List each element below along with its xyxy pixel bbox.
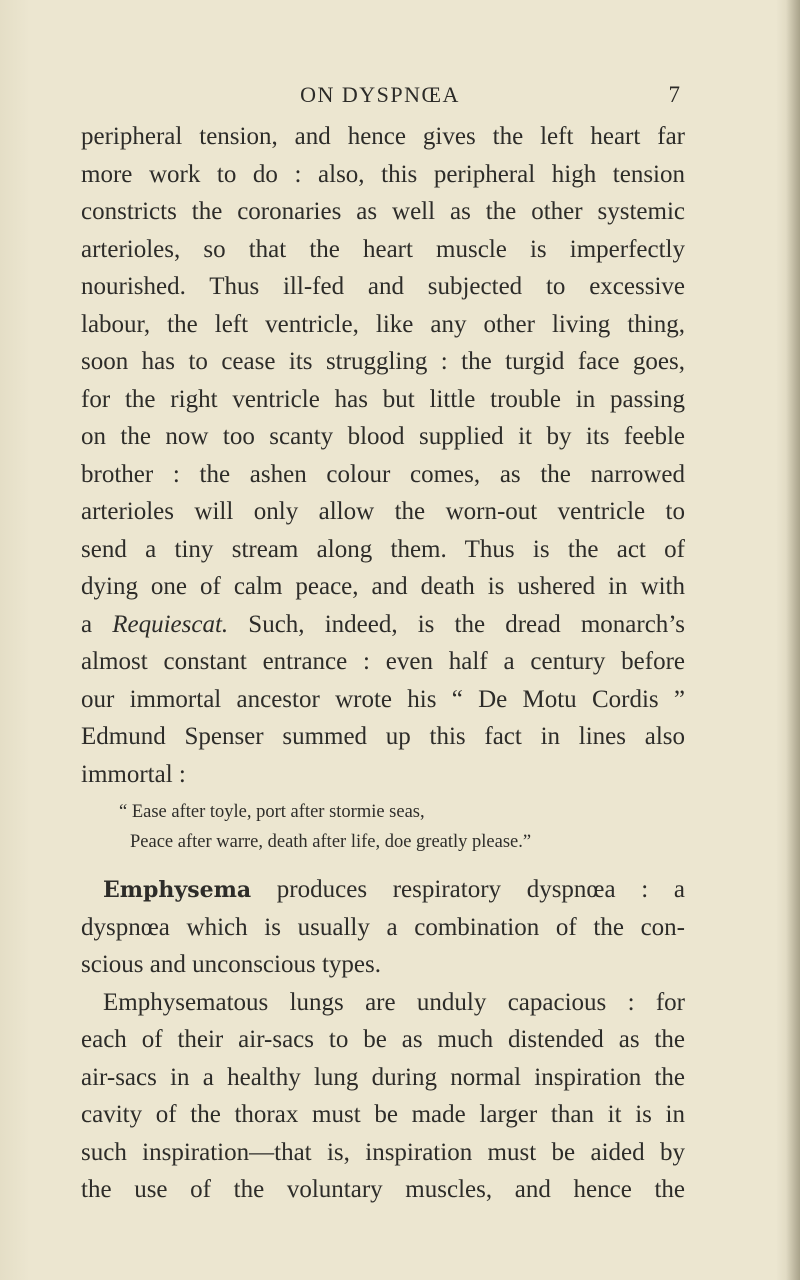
- text-line: peripheral tension, and hence gives the left heart far: [81, 123, 685, 150]
- text-line: almost constant entrance : even half a century before: [81, 648, 685, 675]
- text-fragment: produces respiratory dyspnœa : a: [251, 876, 685, 903]
- text-line: send a tiny stream along them. Thus is the act of: [81, 535, 685, 563]
- paragraph-2: [81, 871, 685, 984]
- quote-line: “ Ease after toyle, port after stormie seas,: [119, 802, 425, 822]
- text-line: on the now too scanty blood supplied it by its feeble: [81, 423, 685, 450]
- text-line: dyspnœa which is usually a combination of the con-: [81, 913, 685, 941]
- text-line: more work to do : also, this peripheral high tension: [81, 160, 685, 188]
- bold-emphysema: Emphysema: [103, 877, 252, 903]
- paragraph-1: [81, 118, 685, 793]
- page-number: 7: [668, 82, 680, 107]
- text-line: air-sacs in a healthy lung during normal inspiration the: [81, 1063, 685, 1091]
- text-line: the use of the voluntary muscles, and hence the: [81, 1176, 685, 1203]
- text-line: each of their air-sacs to be as much distended as the: [81, 1026, 685, 1053]
- italic-requiescat: Requiescat.: [112, 610, 229, 638]
- text-line: cavity of the thorax must be made larger than it is in: [81, 1101, 685, 1128]
- text-line: such inspiration—that is, inspiration must be aided by: [81, 1138, 685, 1166]
- verse-quotation: [81, 797, 685, 857]
- text-line: [81, 871, 685, 909]
- text-line: nourished. Thus ill-fed and subjected to excessive: [81, 273, 685, 300]
- text-line: Edmund Spenser summed up this fact in lines also: [81, 723, 685, 750]
- text-fragment: a: [81, 610, 113, 638]
- quote-line: Peace after warre, death after life, doe greatly please.”: [130, 832, 532, 852]
- text-line: constricts the coronaries as well as the other systemic: [81, 198, 685, 225]
- text-line: [81, 606, 685, 644]
- text-line: immortal :: [81, 760, 186, 788]
- paragraph-3: [81, 984, 685, 1209]
- text-line: dying one of calm peace, and death is ushered in with: [81, 573, 685, 600]
- text-line: arterioles will only allow the worn-out ventricle to: [81, 498, 685, 525]
- text-line: scious and unconscious types.: [81, 951, 381, 978]
- text-line: for the right ventricle has but little trouble in passing: [81, 385, 685, 413]
- running-head: ON DYSPNŒA: [300, 82, 460, 107]
- text-line: brother : the ashen colour comes, as the narrowed: [81, 460, 685, 488]
- page-header: [80, 82, 680, 112]
- text-line: labour, the left ventricle, like any other living thing,: [81, 310, 685, 338]
- page-edge-shadow: [786, 0, 800, 1280]
- text-line: Emphysematous lungs are unduly capacious : for: [103, 988, 685, 1016]
- text-line: our immortal ancestor wrote his “ De Motu Cordis ”: [81, 685, 685, 713]
- text-fragment: Such, indeed, is the dread monarch’s: [228, 610, 685, 638]
- text-line: arterioles, so that the heart muscle is imperfectly: [81, 235, 685, 263]
- body-text: [81, 118, 685, 1209]
- text-line: soon has to cease its struggling : the turgid face goes,: [81, 348, 685, 375]
